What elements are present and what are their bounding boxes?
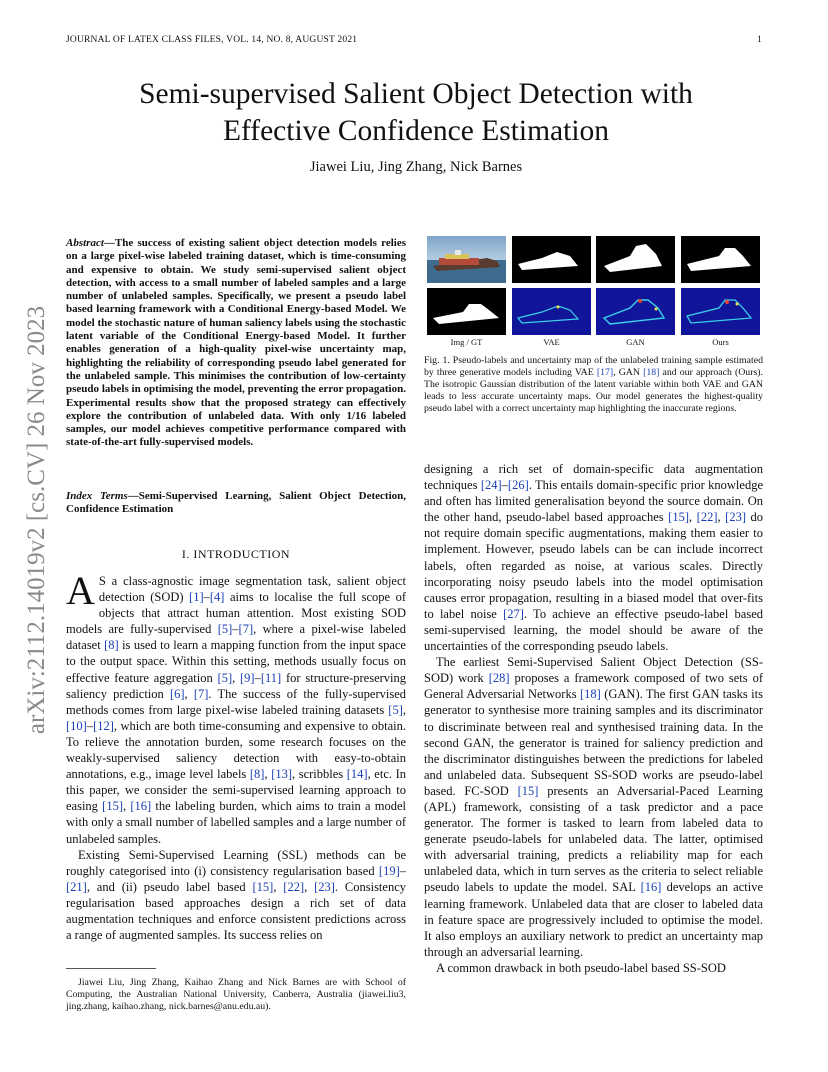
index-terms-text: —Semi-Supervised Learning, Salient Object Detection, Confidence Estimation [66,490,406,516]
dropcap: A [66,568,95,613]
figure-label: GAN [626,337,645,347]
citation-link[interactable]: [1] [189,590,204,605]
text: , which are both time-consuming and expensive to obtain. To relieve the annotation burden, some research focuses on the weakly-supervised saliency detection with easy-to-obtain annotations, e.g., image level labels [66,718,406,782]
citation-link[interactable]: [6] [169,686,185,701]
text: – [203,590,210,605]
text: , [304,879,315,894]
citation-link[interactable]: [16] [640,880,662,895]
citation-link[interactable]: [24] [480,478,502,493]
text: – [399,863,406,878]
figure-label: Ours [712,337,729,347]
intro-paragraph-2 [66,847,406,944]
citation-link[interactable]: [26] [507,478,529,493]
citation-link[interactable]: [23] [314,879,335,894]
text: , and (ii) pseudo label based [86,879,253,894]
text: , [717,510,726,525]
text: , [273,879,284,894]
index-terms-lead: Index Terms [66,490,128,502]
text: is used to learn a mapping function from the input space to the output space. Within this setting, methods usually focus on effective feature aggregation [66,638,406,685]
text: aims to localise the full scope of objects that attract human attention. Most existing SOD models are fully-supervised [66,590,406,637]
citation-link[interactable]: [7] [193,686,209,701]
abstract-text: —The success of existing salient object detection models relies on a large pixel-wise labeled training dataset, which is time-consuming and expensive to obtain. We study semi-supervised salient object detection, with access to a small number of labeled samples and a large number of unlabeled samples. Specifically, we present a pseudo label based learning framework with a Conditional Energy-based Model. We model the stochastic nature of human saliency labels using the stochastic latent variable of the Conditional Energy-based Model. It further enables generation of a high-quality pixel-wise uncertainty map, highlighting the reliability of corresponding pseudo label generated for the unlabeled sample. This minimises the contribution of low-certainty pseudo labels in optimising the model, preventing the error propagation. Experimental results show that the proposed strategy can effectively explore the contribution of unlabeled data. With only 1/16 labeled samples, our model achieves competitive performance compared with state-of-the-art fully-supervised models. [66,237,406,449]
citation-link[interactable]: [17] [596,366,614,378]
right-paragraph-2 [424,654,763,960]
text: – [501,478,508,493]
text: – [232,622,239,637]
figure-label: Img / GT [450,337,483,347]
text: designing a rich set of domain-specific data augmentation techniques [424,462,763,493]
citation-link[interactable]: [23] [725,510,746,525]
section-heading: I. INTRODUCTION [181,547,291,561]
right-paragraph-3: A common drawback in both pseudo-label based SS-SOD [436,960,726,975]
text: Existing Semi-Supervised Learning (SSL) methods can be roughly categorised into (i) consistency regularisation based [66,847,406,878]
citation-link[interactable]: [12] [93,718,114,733]
figure-1 [427,236,760,342]
index-terms [66,490,406,517]
running-header: JOURNAL OF LATEX CLASS FILES, VOL. 14, NO. 8, AUGUST 2021 [66,35,358,45]
vae-pseudo-label [512,236,591,283]
text: . To achieve an effective pseudo-label based semi-supervised learning, the model should be aware of the uncertainties of the corresponding pseudo labels. [424,606,763,654]
text: Pseudo-labels and uncertainty map of the unlabeled training sample estimated by three generative models including VAE [424,355,763,378]
title-line-1: Semi-supervised Salient Object Detection with [139,78,693,110]
intro-paragraph-1 [66,568,407,847]
text: The earliest Semi-Supervised Salient Object Detection (SS-SOD) work [424,655,763,686]
figure-label: VAE [543,337,560,347]
citation-link[interactable]: [22] [696,510,718,525]
text: , [402,702,406,717]
gan-pseudo-label [596,236,675,283]
citation-link[interactable]: [19] [378,863,400,878]
right-column-body [424,461,763,976]
vae-uncertainty-map [512,288,591,335]
paper-title [66,76,766,150]
arxiv-stamp: arXiv:2112.14019v2 [cs.CV] 26 Nov 2023 [23,305,50,735]
gan-uncertainty-map [596,288,675,335]
text: – [254,670,261,685]
text: the labeling burden, which aims to train a model with only a small number of labelled samples and a large number of unlabeled samples. [66,799,407,846]
text: , where a pixel-wise labeled dataset [66,622,406,653]
citation-link[interactable]: [5] [217,670,233,685]
citation-link[interactable]: [8] [249,767,265,782]
text: S a class-agnostic image segmentation task, salient object detection (SOD) [98,574,406,605]
right-paragraph-1 [424,461,763,654]
text: do not require domain specific augmentations, making them easier to implement. However, pseudo labels can be can include incorrect labels, often regarded as noise, at various scales. Directly incorporating noisy pseudo labels into the model optimisation causes error propagation, resulting in a biased model that over-fits to label noise [424,510,764,621]
ours-uncertainty-map [681,288,760,335]
text: . This entails domain-specific prior knowledge and often has limited generalisation beyond the source domain. On the other hand, pseudo-label based approaches [424,478,763,525]
citation-link[interactable]: [7] [238,622,254,637]
citation-link[interactable]: [15] [102,799,123,814]
citation-link[interactable]: [16] [130,799,152,814]
affiliation-footnote: Jiawei Liu, Jing Zhang, Kaihao Zhang and Nick Barnes are with School of Computing, the Australian National University, Canberra, Australia (jiawei.liu3, jing.zhang, kaihao.zhang, nick.barnes@anu.edu.au). [66,977,406,1012]
citation-link[interactable]: [11] [260,670,282,685]
citation-link[interactable]: [15] [517,783,539,798]
page-number: 1 [757,35,762,45]
text: – [86,718,94,733]
figure-caption [424,355,763,415]
citation-link[interactable]: [27] [503,606,524,621]
text: , [264,767,272,782]
ours-pseudo-label [681,236,760,283]
citation-link[interactable]: [18] [579,687,601,702]
text: develops an active learning framework. Unlabeled data that are closer to labeled data in feature space are progressively included to optimise the model. It also employs an auxiliary network to predict an uncertainty map through an adversarial learning. [424,880,763,959]
citation-link[interactable]: [13] [271,767,293,782]
text: , [184,686,194,701]
text: proposes a framework composed of two sets of General Adversarial Networks [424,671,763,702]
text: presents an Adversarial-Paced Learning (APL) framework, consisting of a task predictor and a pace generator. The former is tasked to learn from labeled data to generate pseudo-labels for unlabeled data. The latter, optimised with adversarial training, predicts a reliability map for each unlabeled data, which in turn serves as the criteria to select reliable pseudo labels to update the model. SAL [424,783,763,895]
author-list: Jiawei Liu, Jing Zhang, Nick Barnes [309,159,523,175]
text: . The success of the fully-supervised methods comes from large pixel-wise labeled training datasets [66,686,406,717]
citation-link[interactable]: [15] [252,879,274,894]
text: , [688,510,697,525]
footnote-rule [66,968,156,969]
citation-link[interactable]: [14] [346,767,368,782]
abstract [66,237,406,450]
title-line-2: Effective Confidence Estimation [222,115,610,147]
text: (GAN). The first GAN tasks its generator to synthesise more training samples and its discriminator to discriminate between real and synthesised training data. In the second GAN, the generator is trained for saliency prediction and the discriminator distinguishes between the predictions for labeled and unlabeled data. Subsequent SS-SOD works are pseudo-label based. FC-SOD [424,687,763,798]
citation-link[interactable]: [9] [240,670,255,685]
ship-photo [427,236,506,283]
citation-link[interactable]: [5] [217,622,233,637]
abstract-lead: Abstract [66,237,104,249]
text: , [232,670,241,685]
ground-truth-mask [427,288,506,335]
citation-link[interactable]: [8] [104,638,119,653]
citation-link[interactable]: [18] [643,366,660,378]
citation-link[interactable]: [4] [209,590,225,605]
text: , etc. In this paper, we consider the semi-supervised learning approach to easing [66,767,407,814]
text: for structure-preserving saliency prediction [66,670,407,701]
text: . Consistency regularisation based approaches design a rich set of data augmentation techniques and enforce consistent predictions across a range of augmented samples. Its success relies on [66,879,406,943]
text: , scribbles [292,767,347,782]
citation-link[interactable]: [21] [66,879,87,894]
citation-link[interactable]: [15] [668,510,689,525]
text: , GAN [613,366,644,378]
citation-link[interactable]: [22] [283,879,305,894]
citation-link[interactable]: [28] [488,671,510,686]
citation-link[interactable]: [10] [66,718,87,733]
citation-link[interactable]: [5] [388,702,403,717]
caption-lead: Fig. 1. [424,355,450,366]
intro-body [66,568,407,943]
text: and our approach (Ours). The isotropic Gaussian distribution of the latent variable within both VAE and GAN leads to less accurate uncertainty maps. Our model generates the highest-quality pseudo label with a correct uncertainty map highlighting the inaccurate regions. [424,366,763,414]
text: , [122,799,131,814]
